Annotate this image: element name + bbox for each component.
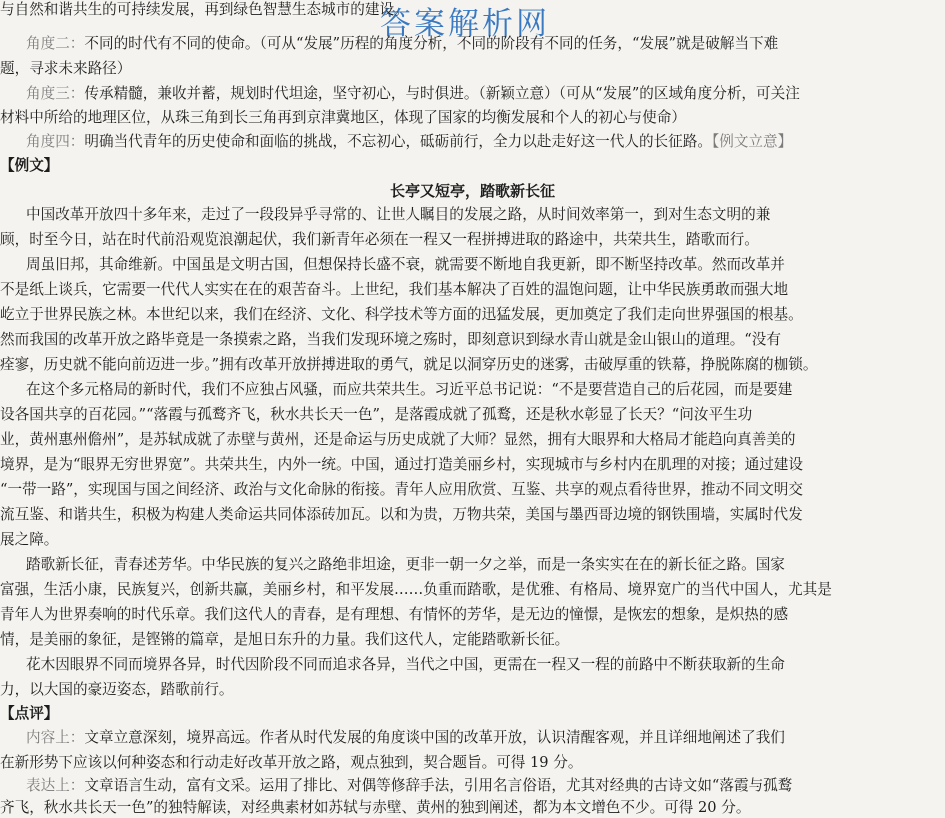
- intro-line: 与自然和谐共生的可持续发展，再到绿色智慧生态城市的建设。: [0, 1, 409, 18]
- essay-p4-line1: 踏歌新长征，青春述芳华。中华民族的复兴之路绝非坦途，更非一朝一夕之举，而是一条实实在在的新长征之路。国家: [26, 556, 785, 573]
- angle-2-label: 角度二：: [26, 35, 85, 52]
- angle-4-tag: 【例文立意】: [711, 133, 793, 150]
- essay-p3-line1: 在这个多元格局的新时代，我们不应独占风骚，而应共荣共生。习近平总书记说：“不是要营造自己的后花园，而是要建: [26, 381, 793, 398]
- essay-p2-line1: 周虽旧邦，其命维新。中国虽是文明古国，但想保持长盛不衰，就需要不断地自我更新，即不断坚持改革。然而改革并: [26, 256, 785, 273]
- site-watermark: 答案解析网: [380, 6, 550, 42]
- angle-3-label: 角度三：: [26, 85, 85, 102]
- review-expression-label: 表达上：: [26, 777, 85, 794]
- angle-3-text: 传承精髓，兼收并蓄，规划时代坦途，坚守初心，与时俱进。（新颖立意）（可从“发展”的区域角度分析，可关注: [84, 85, 800, 102]
- angle-2-line: [26, 34, 945, 54]
- essay-p5-line1: 花木因眼界不同而境界各异，时代因阶段不同而追求各异，当代之中国，更需在一程又一程的前路中不断获取新的生命: [26, 656, 785, 673]
- review-expression-text: 文章语言生动，富有文采。运用了排比、对偶等修辞手法，引用名言俗语，尤其对经典的古诗文如“落霞与孤鹜: [84, 777, 793, 794]
- review-content-line2: 在新形势下应该以何种姿态和行动走好改革开放之路，观点独到，契合题旨。可得 19 分。: [0, 754, 583, 771]
- angle-2-line-2: 题，寻求未来路径）: [0, 60, 132, 77]
- review-content-text: 文章立意深刻，境界高远。作者从时代发展的角度谈中国的改革开放，认识清醒客观，并且详细地阐述了我们: [84, 729, 785, 746]
- essay-p3-line5: “一带一路”，实现国与国之间经济、政治与文化命脉的衔接。青年人应用欣赏、互鉴、共享的观点看待世界，推动不同文明交: [0, 481, 803, 498]
- essay-p1-line2: 顾，时至今日，站在时代前沿观览浪潮起伏，我们新青年必须在一程又一程拼搏进取的路途中，共荣共生，踏歌而行。: [0, 231, 759, 248]
- essay-p2-line5: 痊寥，历史就不能向前迈进一步。”拥有改革开放拼搏进取的勇气，就足以洞穿历史的迷雾，击破厚重的铁幕，挣脱陈腐的枷锁。: [0, 356, 818, 373]
- essay-p3-line3: 业，黄州惠州儋州”，是苏轼成就了赤壁与黄州，还是命运与历史成就了大师？显然，拥有大眼界和大格局才能趋向真善美的: [0, 431, 796, 448]
- essay-p3-line4: 境界，是为“眼界无穷世界宽”。共荣共生，内外一统。中国，通过打造美丽乡村，实现城市与乡村内在肌理的对接；通过建设: [0, 456, 803, 473]
- essay-p3-line6: 流互鉴、和谐共生，积极为构建人类命运共同体添砖加瓦。以和为贵，万物共荣，美国与墨西哥边境的钢铁围墙，实属时代发: [0, 506, 803, 523]
- angle-2-text: 不同的时代有不同的使命。（可从“发展”历程的角度分析，不同的阶段有不同的任务，“发展”就是破解当下难: [84, 35, 779, 52]
- essay-p3-line7: 展之障。: [0, 531, 59, 548]
- essay-title: 长亭又短亭，踏歌新长征: [389, 182, 555, 200]
- angle-4-line: [26, 132, 945, 152]
- essay-p2-line4: 然而我国的改革开放之路毕竟是一条摸索之路，当我们发现环境之殇时，即刻意识到绿水青山就是金山银山的道理。“没有: [0, 331, 781, 348]
- angle-4-label: 角度四：: [26, 133, 85, 150]
- angle-4-text: 明确当代青年的历史使命和面临的挑战，不忘初心，砥砺前行，全力以赴走好这一代人的长征路。: [84, 133, 712, 150]
- review-content-label: 内容上：: [26, 729, 85, 746]
- angle-3-line-2: 材料中所给的地理区位，从珠三角到长三角再到京津冀地区，体现了国家的均衡发展和个人的初心与使命）: [0, 109, 686, 126]
- essay-p3-line2: 设各国共享的百花园。”“落霞与孤鹜齐飞，秋水共长天一色”，是落霞成就了孤鹜，还是秋水彰显了长天？“问汝平生功: [0, 406, 753, 423]
- review-expression-line1: [26, 776, 945, 796]
- review-expression-line2: 齐飞，秋水共长天一色”的独特解读，对经典素材如苏轼与赤壁、黄州的独到阐述，都为本文增色不少。可得 20 分。: [0, 799, 751, 816]
- review-heading: 【点评】: [0, 705, 59, 722]
- essay-p2-line3: 屹立于世界民族之林。本世纪以来，我们在经济、文化、科学技术等方面的迅猛发展，更加奠定了我们走向世界强国的根基。: [0, 306, 803, 323]
- essay-p4-line3: 青年人为世界奏响的时代乐章。我们这代人的青春，是有理想、有情怀的芳华，是无边的憧憬，是恢宏的想象，是炽热的感: [0, 606, 789, 623]
- angle-3-line: [26, 84, 945, 104]
- essay-heading: 【例文】: [0, 157, 59, 174]
- essay-p4-line4: 情，是美丽的象征，是铿锵的篇章，是旭日东升的力量。我们这代人，定能踏歌新长征。: [0, 631, 570, 648]
- essay-p4-line2: 富强，生活小康，民族复兴，创新共赢，美丽乡村，和平发展……负重而踏歌，是优雅、有格局、境界宽广的当代中国人，尤其是: [0, 581, 832, 598]
- essay-p5-line2: 力，以大国的豪迈姿态，踏歌前行。: [0, 681, 234, 698]
- essay-p2-line2: 不是纸上谈兵，它需要一代代人实实在在的艰苦奋斗。上世纪，我们基本解决了百姓的温饱问题，让中华民族勇敢而强大地: [0, 281, 789, 298]
- essay-p1-line1: 中国改革开放四十多年来，走过了一段段异乎寻常的、让世人瞩目的发展之路，从时间效率第一，到对生态文明的兼: [26, 206, 771, 223]
- review-content-line1: [26, 728, 945, 748]
